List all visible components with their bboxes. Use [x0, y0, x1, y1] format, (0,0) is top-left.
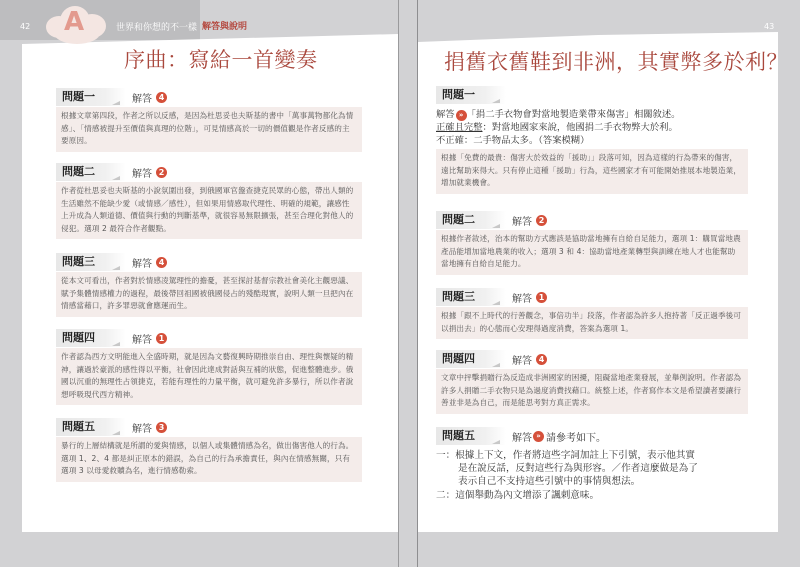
question-tab: 問題五: [436, 427, 506, 445]
answer-label: 解答 2: [512, 213, 547, 228]
question-block: [56, 329, 362, 405]
left-chapter-title: 序曲：寫給一首變奏: [124, 48, 318, 72]
incorrect-line: 不正確：二手物品太多。（答案模糊）: [436, 135, 590, 146]
question-tab: 問題二: [436, 211, 506, 229]
answer-explanation: 作者認為西方文明能進入全盛時期，就是因為文藝復興時期推崇自由、理性與懷疑的精神，讓過於豪派的感性得以平衡，社會因此達成對話與互補的狀態，促進整體進步。俄國以沉重的無理性占領捷克，若能有理性的力量平衡，就可避免許多暴行，所以作者說想呼吸現代西方精神。: [56, 348, 362, 405]
question-block: [56, 163, 362, 239]
answer-label: 解答 4: [512, 352, 547, 367]
answer-explanation: 根據「跟不上時代的行善觀念，事倍功半」段落，作者認為許多人抱持著「反正過季後可以捐出去」的心態而心安理得過度消費，答案為選項 1。: [436, 307, 748, 339]
list-item-continuation: 表示自己不支持這些引號中的事情與想法。: [458, 476, 641, 488]
question-block: [436, 288, 748, 339]
answer-explanation: 作者從杜思妥也夫斯基的小說氛圍出發，到俄國軍官盤查捷克民眾的心態，帶出人類的生活雖然不能缺少愛（或情感／感性），但如果用情感取代理性、明確的規範，讓感性上升成為人類道德、價值與行動的判斷基準，就很容易無限擴張，甚至合理化對他人的侵犯。選項 2 最符合作者觀點。: [56, 182, 362, 239]
answer-number-icon: 2: [156, 167, 167, 178]
answer-explanation: 從本文可看出，作者對於情感凌駕理性的擔憂，甚至探討基督宗教社會美化主觀惡議、賦予集體情感權力的過程，最後帶回祖國被俄國侵占的殘酷現實，說明人類一旦把內在情感當藉口，許多罪惡就會應運而生。: [56, 272, 362, 317]
question-tab: 問題四: [56, 329, 126, 347]
answer-explanation: 文章中抨擊捐贈行為反造成非洲國家的困擾，阻礙當地產業發展，並舉例說明。作者認為許多人捐贈二手衣物只是為過度消費找藉口。統整上述，作者寫作本文是希望讀者要讓行善並非是為自己，而是能思考對方真正需求。: [436, 369, 748, 414]
correct-line: 正確且完整：對當地國家來說，他國捐二手衣物弊大於利。: [436, 122, 678, 133]
question-block: [56, 418, 362, 482]
arrow-right-icon: »: [456, 110, 467, 121]
answer-explanation: 根據「免費的最貴：傷害大於效益的「援助」」段落可知，因為這樣的行為帶來的傷害，遠比幫助來得大。只有停止這種「援助」行為，這些國家才有可能開始推展本地製造業，增加就業機會。: [436, 149, 748, 194]
list-item: 一：根據上下文，作者將這些字詞加註上下引號，表示他其實: [436, 450, 696, 461]
section-label: 解答與說明: [202, 22, 248, 32]
answer-label: 解答 4: [132, 90, 167, 105]
answer-number-icon: 1: [156, 333, 167, 344]
answer-label: 解答 4: [132, 255, 167, 270]
answer-label: 解答 3: [132, 420, 167, 435]
answer-label: 解答 1: [132, 331, 167, 346]
question-block: [436, 350, 748, 414]
right-page-number: 43: [764, 22, 775, 31]
gutter-line: [398, 0, 399, 567]
arrow-right-icon: »: [533, 431, 544, 442]
section-badge-letter: A: [64, 7, 85, 37]
question-block: [436, 86, 748, 194]
book-title: 世界和你想的不一樣: [116, 23, 198, 33]
gutter-line: [417, 0, 418, 567]
answer-number-icon: 1: [536, 292, 547, 303]
answer-number-icon: 4: [156, 257, 167, 268]
answer-label: 解答 1: [512, 290, 547, 305]
answer-line: 解答 » 「捐二手衣物會對當地製造業帶來傷害」相關敘述。: [436, 109, 681, 120]
right-chapter-title: 捐舊衣舊鞋到非洲，其實弊多於利？: [444, 50, 788, 74]
question-tab: 問題二: [56, 163, 126, 181]
answer-explanation: 根據作者敘述，治本的幫助方式應該是協助當地擁有自給自足能力，選項 1：購買當地農產品能增加當地農業的收入；選項 3 和 4：協助當地產業轉型與訓練在地人才也能幫助當地擁有自給自足能力。: [436, 230, 748, 275]
answer-label: 解答 » 請參考如下。: [512, 431, 606, 444]
answer-explanation: 根據文章第四段，作者之所以反感，是因為杜思妥也夫斯基的書中「萬事萬物都化為情感」、「情感被提升至價值與真理的位階」，可見情感高於一切的價值觀是作者反感的主要原因。: [56, 107, 362, 152]
answer-label: 解答 2: [132, 165, 167, 180]
question-block: [56, 88, 362, 152]
question-block: [56, 253, 362, 317]
question-tab: 問題五: [56, 418, 126, 436]
question-tab: 問題一: [436, 86, 506, 104]
answer-number-icon: 4: [156, 92, 167, 103]
answer-explanation: 暴行的上層結構就是所謂的愛與情感，以個人或集體情感為名，做出傷害他人的行為。選項 1、2、4 都是糾正原本的錯誤，為自己的行為承擔責任，與內在情感無關，只有選項 3 以母愛救贖為名，進行情感勒索。: [56, 437, 362, 482]
question-block: [436, 427, 748, 502]
answer-number-icon: 3: [156, 422, 167, 433]
question-tab: 問題一: [56, 88, 126, 106]
list-item: 二：這個舉動為內文增添了諷刺意味。: [436, 489, 600, 501]
list-item-continuation: 是在說反話，反對這些行為與形容。／作者這麼做是為了: [458, 463, 698, 475]
answer-number-icon: 4: [536, 354, 547, 365]
gutter: [398, 0, 418, 567]
question-block: [436, 211, 748, 275]
question-tab: 問題三: [436, 288, 506, 306]
left-page-number: 42: [20, 22, 31, 31]
answer-number-icon: 2: [536, 215, 547, 226]
question-tab: 問題三: [56, 253, 126, 271]
question-tab: 問題四: [436, 350, 506, 368]
